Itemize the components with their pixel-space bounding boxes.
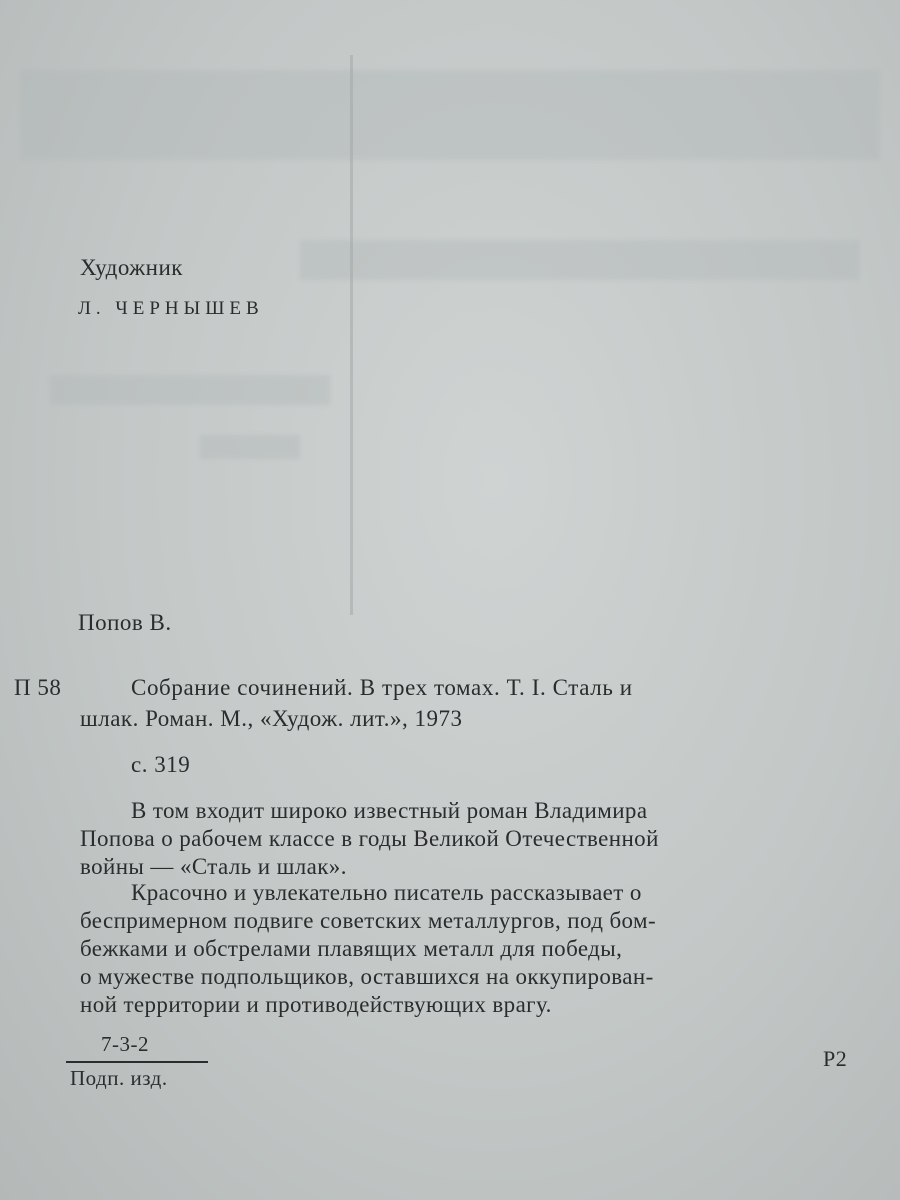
classification-code: П 58 — [14, 675, 62, 700]
artist-label: Художник — [80, 255, 183, 280]
annotation-line: о мужестве подпольщиков, оставшихся на оккупирован- — [80, 964, 654, 989]
bleed-through-title — [20, 70, 880, 160]
annotation-line: беспримерном подвиге советских металлургов, под бом- — [80, 908, 657, 933]
bleed-through-subtitle — [300, 240, 860, 280]
artist-name: Л. ЧЕРНЫШЕВ — [78, 298, 264, 319]
author-heading: Попов В. — [78, 610, 172, 635]
annotation-line: В том входит широко известный роман Владимира — [131, 798, 648, 823]
subscription-edition-note: Подп. изд. — [70, 1066, 168, 1090]
annotation-line: бежками и обстрелами плавящих металл для победы, — [80, 936, 623, 961]
annotation-paragraph-1 — [80, 797, 860, 881]
page-count: с. 319 — [131, 752, 191, 777]
fraction-divider — [66, 1061, 208, 1063]
annotation-line: Красочно и увлекательно писатель рассказывает о — [131, 880, 642, 905]
annotation-line: ной территории и противодействующих врагу. — [80, 992, 552, 1017]
index-code: 7-3-2 — [101, 1032, 149, 1056]
bleed-through-line-2 — [200, 435, 300, 459]
bibliographic-description-line-1: Собрание сочинений. В трех томах. Т. I. Сталь и — [131, 675, 633, 700]
bleed-through-line — [50, 375, 330, 405]
annotation-line: войны — «Сталь и шлак». — [80, 854, 347, 879]
annotation-line: Попова о рабочем классе в годы Великой Отечественной — [80, 826, 659, 851]
bleed-through-fold — [350, 55, 353, 615]
annotation-paragraph-2 — [80, 879, 860, 1019]
bibliographic-description-line-2: шлак. Роман. М., «Худож. лит.», 1973 — [80, 706, 463, 731]
price-code: Р2 — [823, 1046, 848, 1071]
